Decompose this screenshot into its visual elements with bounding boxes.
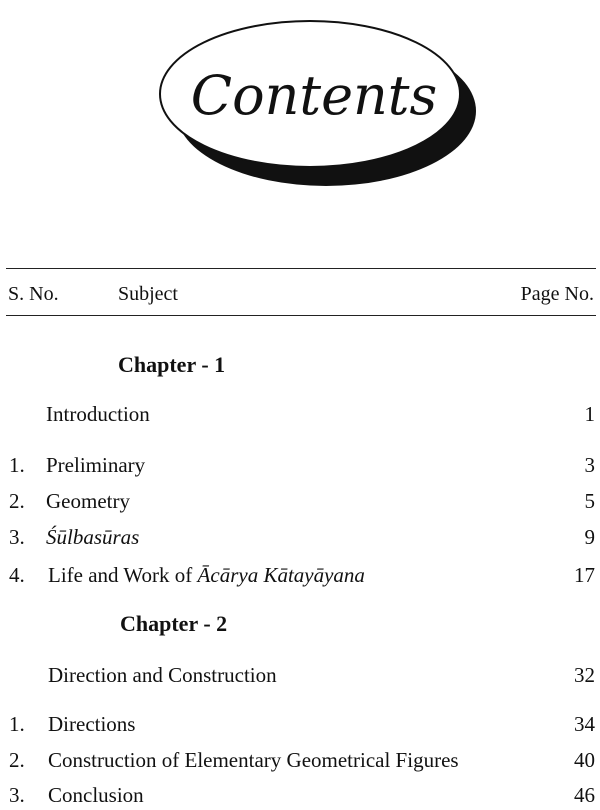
toc-number: 3.	[9, 525, 25, 549]
toc-page-number: 34	[574, 712, 595, 736]
toc-subject: Life and Work of Ācārya Kātayāyana	[48, 563, 365, 587]
oval-emblem-graphic	[150, 18, 480, 193]
toc-row	[0, 487, 600, 515]
toc-subject: Direction and Construction	[48, 663, 277, 687]
chapter-2-title: Chapter - 2	[120, 611, 228, 636]
toc-page-number: 17	[574, 563, 595, 587]
toc-subject: Directions	[48, 712, 136, 736]
toc-row-direction-construction	[0, 661, 600, 689]
toc-subject: Geometry	[46, 489, 130, 513]
toc-page-number: 3	[584, 453, 595, 477]
toc-page-number: 40	[574, 748, 595, 772]
column-header-sno: S. No.	[8, 283, 59, 305]
contents-heading: Contents	[190, 64, 438, 127]
toc-number: 4.	[9, 563, 25, 587]
header-bottom-rule	[6, 315, 596, 316]
toc-subject: Introduction	[46, 402, 150, 426]
toc-page-number: 32	[574, 663, 595, 687]
toc-row	[0, 451, 600, 479]
toc-row	[0, 781, 600, 809]
column-header-page: Page No.	[520, 283, 594, 305]
chapter-1-title: Chapter - 1	[118, 352, 226, 377]
toc-row	[0, 561, 600, 589]
toc-row	[0, 746, 600, 774]
toc-subject: Preliminary	[46, 453, 146, 477]
toc-number: 2.	[9, 748, 25, 772]
toc-row-introduction	[0, 400, 600, 428]
toc-number: 2.	[9, 489, 25, 513]
header-top-rule	[6, 268, 596, 269]
contents-emblem	[150, 18, 480, 193]
column-header-subject: Subject	[118, 283, 178, 305]
toc-subject: Construction of Elementary Geometrical Figures	[48, 748, 459, 772]
toc-page-number: 1	[584, 402, 595, 426]
toc-page-number: 5	[584, 489, 595, 513]
toc-page-number: 46	[574, 783, 595, 807]
toc-row	[0, 710, 600, 738]
toc-subject: Śūlbasūras	[46, 525, 140, 549]
toc-row	[0, 523, 600, 551]
toc-number: 3.	[9, 783, 25, 807]
toc-page-number: 9	[584, 525, 595, 549]
toc-number: 1.	[9, 453, 25, 477]
toc-number: 1.	[9, 712, 25, 736]
toc-subject: Conclusion	[48, 783, 144, 807]
